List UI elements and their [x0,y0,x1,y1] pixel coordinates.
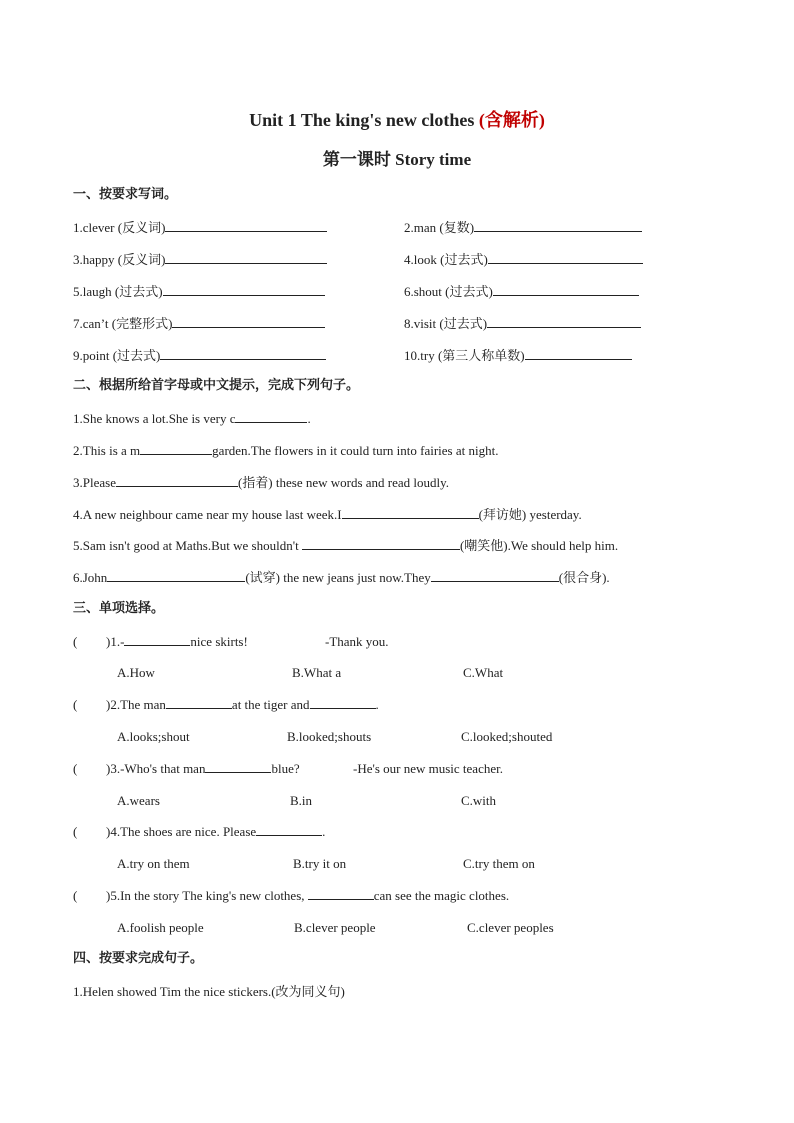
choice-paren[interactable]: ( [73,888,78,903]
question-text: (试穿) the new jeans just now.They [245,570,431,585]
answer-blank[interactable] [431,570,559,582]
choice-question [106,634,248,650]
question-text: 6.John [73,570,108,585]
question-text: . [322,824,326,839]
section2-question [73,570,610,586]
option-b[interactable]: B.clever people [294,920,376,935]
answer-blank [205,761,271,773]
section1-item [73,284,325,300]
choice-paren[interactable]: ( [73,697,78,712]
section1-item [404,316,641,332]
option-a[interactable]: A.wears [117,793,160,808]
section2-question [73,507,582,523]
answer-blank [308,888,374,900]
question-text: )4.The shoes are nice. Please [106,824,257,839]
option-c[interactable]: C.with [461,793,497,808]
answer-blank[interactable] [172,316,325,328]
option-a[interactable]: A.looks;shout [117,729,190,744]
section1-item [404,220,642,236]
option-c[interactable]: C.try them on [463,856,535,871]
choice-paren[interactable]: ( [73,761,78,776]
item-text: 8.visit (过去式) [404,316,488,331]
section4-heading: 四、按要求完成句子。 [73,950,204,965]
question-text: (嘲笑他).We should help him. [459,538,619,553]
option-c[interactable]: C.clever peoples [467,920,554,935]
question-text: )5.In the story The king's new clothes, [106,888,308,903]
question-text: . [375,697,379,712]
answer-blank[interactable] [474,220,642,232]
answer-blank[interactable] [165,252,327,264]
question-text: )1.- [106,634,125,649]
question-text: 5.Sam isn't good at Maths.But we shouldn't [73,538,302,553]
question-text: (拜访她) yesterday. [478,507,582,522]
section2-question [73,411,311,427]
option-a[interactable]: A.try on them [117,856,190,871]
answer-blank[interactable] [342,507,479,519]
section2-heading: 二、根据所给首字母或中文提示，完成下列句子。 [73,377,360,392]
question-text: (指着) these new words and read loudly. [237,475,450,490]
question-text: at the tiger and [231,697,310,712]
answer-blank [256,824,322,836]
answer-blank[interactable] [107,570,245,582]
answer-blank[interactable] [116,475,238,487]
item-text: 10.try (第三人称单数) [404,348,525,363]
page-subtitle: 第一课时 Story time [322,150,472,169]
section4-question: 1.Helen showed Tim the nice stickers.(改为同义句) [73,984,345,999]
title-main: Unit 1 The king's new clothes [249,110,479,130]
section1-item [404,284,639,300]
answer-blank[interactable] [165,220,327,232]
choice-response: -Thank you. [325,634,389,649]
section1-item [73,220,327,236]
section1-item [73,348,326,364]
question-text: can see the magic clothes. [373,888,510,903]
question-text: garden.The flowers in it could turn into fairies at night. [212,443,499,458]
section1-item [73,252,327,268]
question-text: )2.The man [106,697,166,712]
option-b[interactable]: B.try it on [293,856,347,871]
question-text: 4.A new neighbour came near my house last week.I [73,507,342,522]
question-text: 3.Please [73,475,116,490]
section2-question [73,443,498,459]
question-text: blue? [271,761,300,776]
answer-blank[interactable] [160,348,326,360]
answer-blank[interactable] [163,284,325,296]
section1-item [404,252,643,268]
item-text: 2.man (复数) [404,220,475,235]
question-text: 2.This is a m [73,443,141,458]
option-b[interactable]: B.looked;shouts [287,729,372,744]
item-text: 1.clever (反义词) [73,220,166,235]
question-text: nice skirts! [190,634,248,649]
choice-question [106,697,379,713]
section3-heading: 三、单项选择。 [73,600,165,615]
answer-blank[interactable] [525,348,632,360]
question-text: 1.She knows a lot.She is very c [73,411,236,426]
answer-blank[interactable] [302,538,460,550]
section2-question [73,538,618,554]
choice-question [106,888,509,904]
answer-blank[interactable] [493,284,639,296]
answer-blank[interactable] [488,252,643,264]
question-text: . [307,411,311,426]
item-text: 6.shout (过去式) [404,284,493,299]
choice-question [106,761,300,777]
section2-question [73,475,449,491]
choice-response: -He's our new music teacher. [353,761,503,776]
choice-paren[interactable]: ( [73,824,78,839]
item-text: 9.point (过去式) [73,348,161,363]
option-a[interactable]: A.foolish people [117,920,204,935]
choice-question [106,824,325,840]
option-c[interactable]: C.What [463,665,504,680]
answer-blank[interactable] [487,316,641,328]
item-text: 5.laugh (过去式) [73,284,163,299]
question-text: (很合身). [558,570,610,585]
page-title [0,106,794,132]
title-note: (含解析) [478,110,545,130]
item-text: 4.look (过去式) [404,252,488,267]
choice-paren[interactable]: ( [73,634,78,649]
answer-blank [166,697,232,709]
item-text: 3.happy (反义词) [73,252,166,267]
answer-blank [310,697,376,709]
option-c[interactable]: C.looked;shouted [461,729,553,744]
section1-heading: 一、按要求写词。 [73,186,178,201]
option-b[interactable]: B.in [290,793,313,808]
section1-item [404,348,632,364]
answer-blank[interactable] [140,443,212,455]
option-a[interactable]: A.How [117,665,155,680]
option-b[interactable]: B.What a [292,665,342,680]
item-text: 7.can’t (完整形式) [73,316,173,331]
answer-blank[interactable] [235,411,307,423]
question-text: )3.-Who's that man [106,761,206,776]
answer-blank [124,634,190,646]
section1-item [73,316,325,332]
